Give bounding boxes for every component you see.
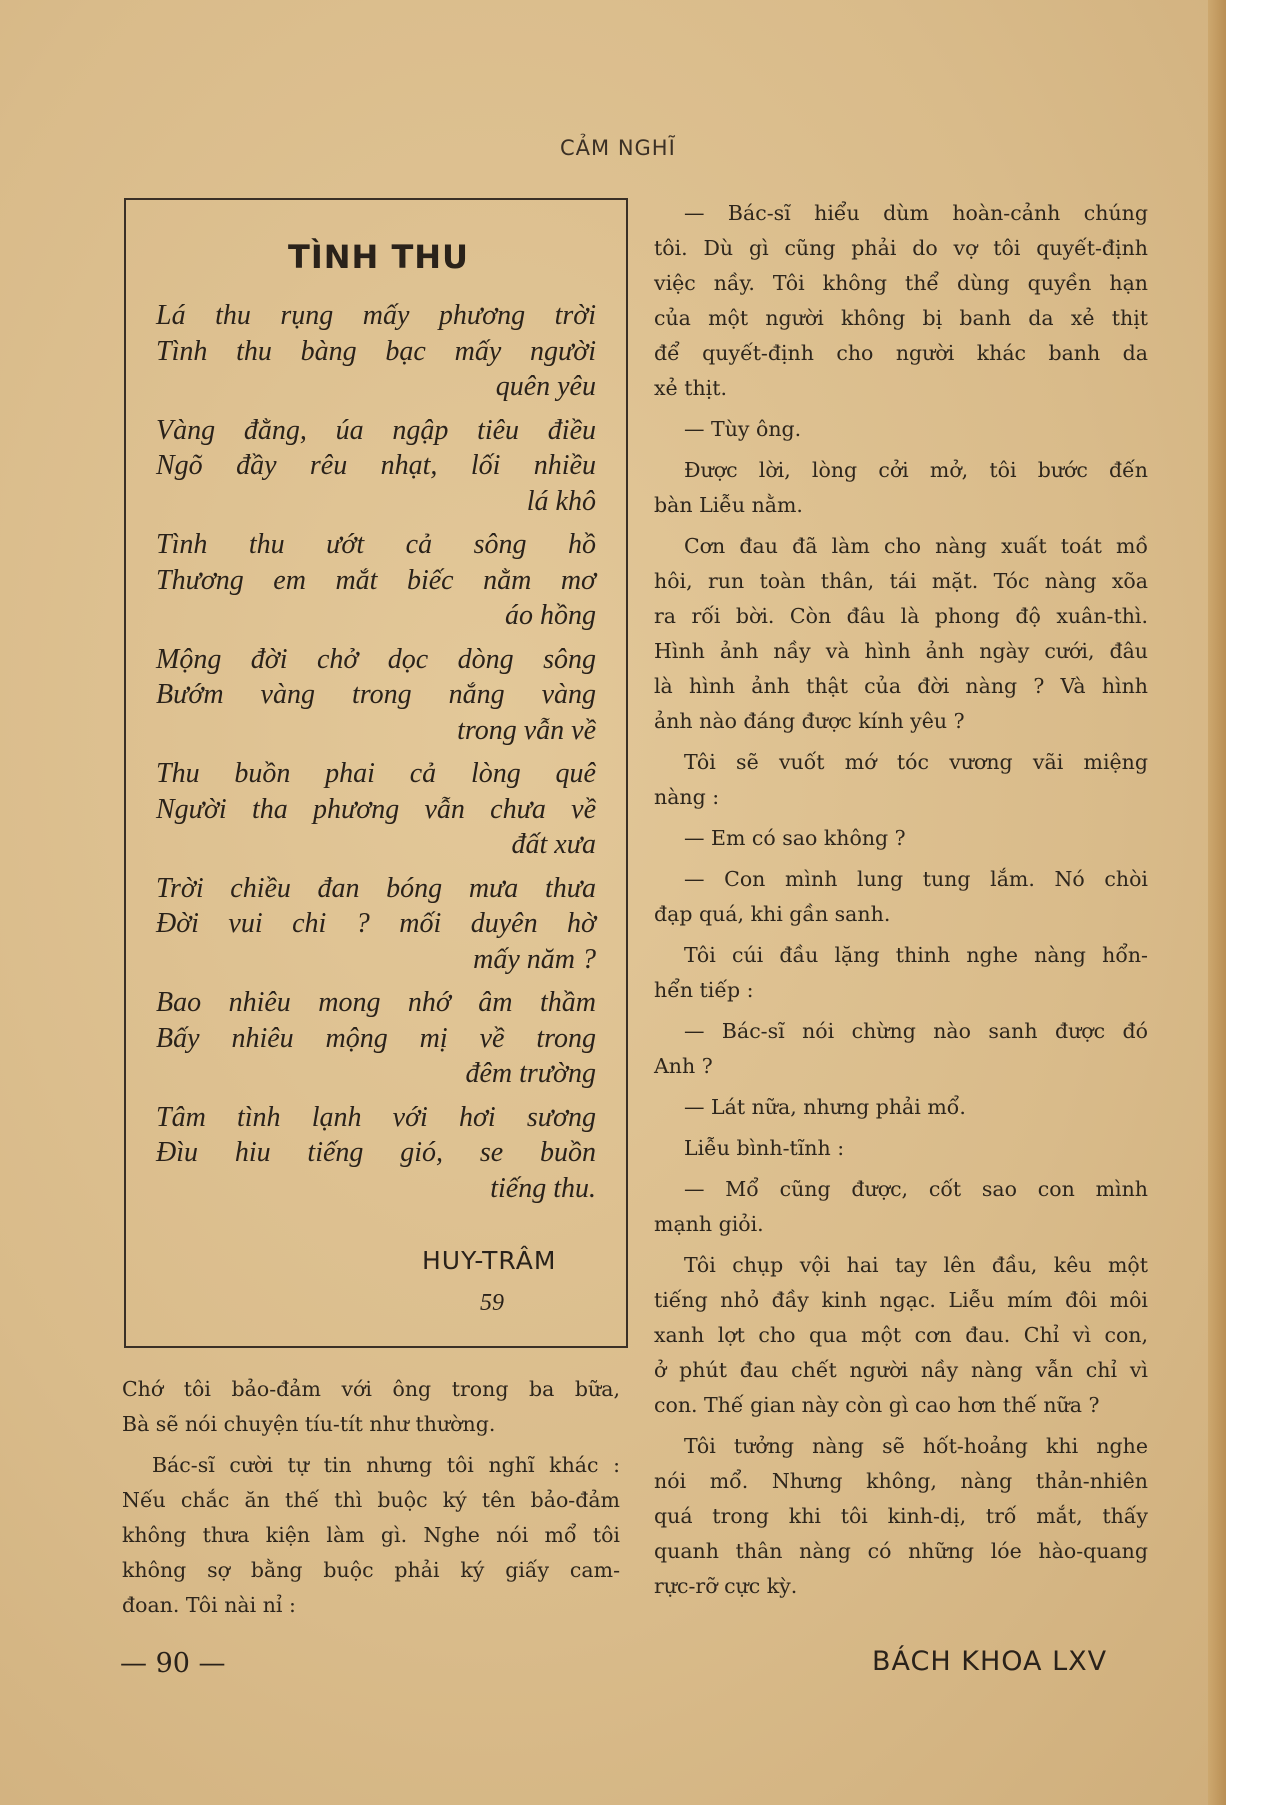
poem-line: Bướm vàng trong nắng vàng [156, 679, 596, 710]
magazine-name: BÁCH KHOA LXV [872, 1646, 1108, 1677]
text-line: — Tùy ông. [684, 417, 802, 441]
text-line: Tôi sẽ vuốt mớ tóc vương vãi miệng [684, 750, 1148, 774]
paragraph [654, 1014, 1148, 1084]
text-line: con. Thế gian này còn gì cao hơn thế nữa ? [654, 1393, 1100, 1417]
poem-line: Thương em mắt biếc nằm mơ [156, 564, 596, 596]
text-line: việc nầy. Tôi không thể dùng quyền hạn [654, 271, 1148, 295]
text-line: tiếng nhỏ đầy kinh ngạc. Liễu mím đôi môi [654, 1288, 1148, 1312]
text-line: xanh lợt cho qua một cơn đau. Chỉ vì con, [654, 1323, 1148, 1347]
stanza-gap [156, 1092, 596, 1100]
poem-line: Tâm tình lạnh với hơi sương [156, 1101, 596, 1133]
poem-line: Vàng đằng, úa ngập tiêu điều [156, 414, 596, 446]
text-line: Bác-sĩ cười tự tin nhưng tôi nghĩ khác : [152, 1453, 620, 1477]
page-edge [1208, 0, 1226, 1805]
text-line: nàng : [654, 785, 720, 809]
paragraph [654, 862, 1148, 932]
text-line: bàn Liễu nằm. [654, 493, 803, 517]
poem-line: Tình thu bàng bạc mấy người [156, 335, 596, 367]
poem-line: Đìu hiu tiếng gió, se buồn [156, 1137, 596, 1168]
text-line: xẻ thịt. [654, 376, 727, 400]
text-line: — Bác-sĩ nói chừng nào sanh được đó [684, 1019, 1148, 1043]
text-line: để quyết-định cho người khác banh da [654, 341, 1148, 365]
paragraph [654, 412, 1148, 447]
stanza-gap [156, 748, 596, 756]
text-line: nói mổ. Nhưng không, nàng thản-nhiên [654, 1469, 1148, 1493]
paragraph [654, 938, 1148, 1008]
poem-line: áo hồng [505, 600, 596, 631]
poem-author: HUY-TRÂM [422, 1246, 557, 1275]
paragraph [122, 1448, 620, 1623]
paragraph [654, 1248, 1148, 1423]
stanza-gap [156, 863, 596, 871]
paragraph [122, 1372, 620, 1442]
text-line: Tôi chụp vội hai tay lên đầu, kêu một [684, 1253, 1148, 1277]
text-line: — Bác-sĩ hiểu dùm hoàn-cảnh chúng [684, 201, 1148, 225]
text-line: — Lát nữa, nhưng phải mổ. [684, 1095, 966, 1119]
paragraph [654, 196, 1148, 406]
text-line: — Em có sao không ? [684, 826, 906, 850]
text-line: Liễu bình-tĩnh : [684, 1136, 845, 1160]
poem-line: quên yêu [495, 371, 596, 402]
text-line: Được lời, lòng cởi mở, tôi bước đến [684, 458, 1148, 482]
text-line: ở phút đau chết người nầy nàng vẫn chỉ vì [654, 1358, 1148, 1382]
poem-line: Tình thu ướt cả sông hồ [156, 529, 596, 560]
poem-line: tiếng thu. [490, 1172, 596, 1204]
poem-box-top-rule [126, 198, 626, 200]
text-line: Tôi tưởng nàng sẽ hốt-hoảng khi nghe [684, 1434, 1148, 1458]
paragraph [654, 1429, 1148, 1604]
text-line: không sợ bằng buộc phải ký giấy cam- [122, 1558, 620, 1582]
paragraph [654, 1172, 1148, 1242]
text-line: Tôi cúi đầu lặng thinh nghe nàng hổn- [684, 943, 1148, 967]
text-line: Nếu chắc ăn thế thì buộc ký tên bảo-đảm [122, 1488, 620, 1512]
text-line: Cơn đau đã làm cho nàng xuất toát mồ [684, 534, 1148, 558]
poem-line: mấy năm ? [473, 943, 596, 975]
text-line: đạp quá, khi gần sanh. [654, 902, 891, 926]
poem-line: Mộng đời chở dọc dòng sông [156, 643, 596, 675]
text-line: ảnh nào đáng được kính yêu ? [654, 709, 965, 733]
left-text-column [122, 1372, 620, 1629]
poem-line: Người tha phương vẫn chưa về [156, 793, 596, 825]
poem-line: trong vẫn về [457, 714, 596, 746]
stanza-gap [156, 405, 596, 413]
text-line: Hình ảnh nầy và hình ảnh ngày cưới, đâu [654, 639, 1148, 663]
text-line: ra rối bời. Còn đâu là phong độ xuân-thì. [654, 604, 1148, 628]
paragraph [654, 745, 1148, 815]
paragraph [654, 529, 1148, 739]
poem-line: lá khô [526, 485, 596, 517]
text-line: hển tiếp : [654, 978, 754, 1002]
text-line: rực-rỡ cực kỳ. [654, 1574, 798, 1598]
text-line: quá trong khi tôi kinh-dị, trố mắt, thấy [654, 1504, 1148, 1528]
poem-line: đất xưa [511, 829, 596, 860]
text-line: là hình ảnh thật của đời nàng ? Và hình [654, 674, 1148, 698]
right-text-column [654, 196, 1148, 1610]
text-line: — Con mình lung tung lắm. Nó chòi [684, 867, 1148, 891]
text-line: tôi. Dù gì cũng phải do vợ tôi quyết-định [654, 236, 1148, 260]
poem-title: TÌNH THU [288, 238, 470, 276]
text-line: mạnh giỏi. [654, 1212, 764, 1236]
text-line: — Mổ cũng được, cốt sao con mình [684, 1177, 1148, 1201]
text-line: quanh thân nàng có những lóe hào-quang [654, 1539, 1148, 1563]
section-header: CẢM NGHĨ [560, 136, 676, 160]
stanza-gap [156, 634, 596, 642]
stanza-gap [156, 519, 596, 527]
stanza-gap [156, 977, 596, 985]
paragraph [654, 1090, 1148, 1125]
text-line: không thưa kiện làm gì. Nghe nói mổ tôi [122, 1523, 620, 1547]
paragraph [654, 453, 1148, 523]
poem-body [156, 298, 596, 1206]
poem-box-bottom-rule [126, 1346, 626, 1348]
page-number: — 90 — [120, 1648, 226, 1679]
poem-line: Lá thu rụng mấy phương trời [156, 300, 596, 331]
poem-line: đêm trường [465, 1058, 596, 1089]
text-line: Bà sẽ nói chuyện tíu-tít như thường. [122, 1412, 496, 1436]
poem-line: Thu buồn phai cả lòng quê [156, 758, 596, 789]
text-line: đoan. Tôi nài nỉ : [122, 1593, 296, 1617]
poem-line: Đời vui chi ? mối duyên hờ [156, 908, 596, 939]
paragraph [654, 821, 1148, 856]
poem-line: Bấy nhiêu mộng mị về trong [156, 1022, 596, 1054]
paragraph [654, 1131, 1148, 1166]
poem-number: 59 [480, 1290, 504, 1316]
poem-line: Bao nhiêu mong nhớ âm thầm [156, 987, 596, 1018]
text-line: hôi, run toàn thân, tái mặt. Tóc nàng xõa [654, 569, 1148, 593]
text-line: Chớ tôi bảo-đảm với ông trong ba bữa, [122, 1377, 620, 1401]
poem-line: Ngõ đầy rêu nhạt, lối nhiều [156, 450, 596, 481]
text-line: của một người không bị banh da xẻ thịt [654, 306, 1148, 330]
text-line: Anh ? [654, 1054, 713, 1078]
poem-box [124, 198, 628, 1348]
poem-line: Trời chiều đan bóng mưa thưa [156, 872, 596, 904]
